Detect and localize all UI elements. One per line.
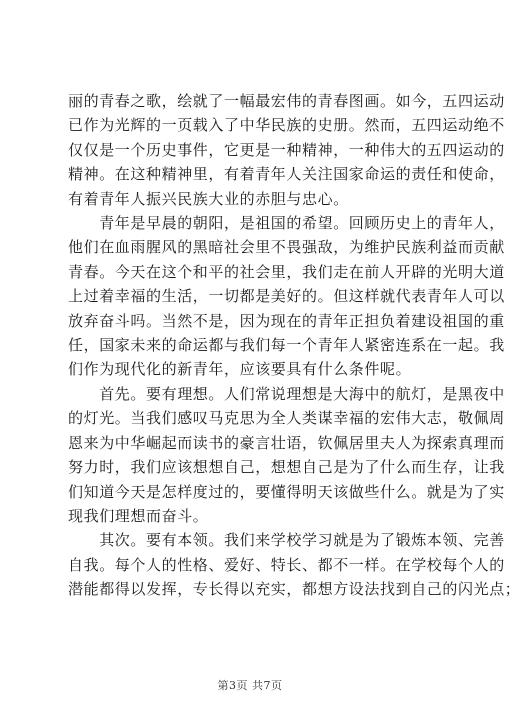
text-line: 们知道今天是怎样度过的，要懂得明天该做些什么。就是为了实 [68,482,505,501]
page-number-footer: 第3页 共7页 [217,679,283,692]
text-line: 他们在血雨腥风的黑暗社会里不畏强敌，为维护民族利益而贡献 [68,238,505,257]
paragraph-3 [68,382,505,528]
text-line: 现我们理想而奋斗。 [68,506,209,525]
text-line: 青春。今天在这个和平的社会里，我们走在前人开辟的光明大道 [68,262,505,281]
paragraph-4 [68,528,520,601]
text-line: 任，国家未来的命运都与我们每一个青年人紧密连系在一起。我 [68,336,505,355]
text-line: 仅仅是一个历史事件，它更是一种精神，一种伟大的五四运动的 [68,140,505,159]
text-line: 自我。每个人的性格、爱好、特长、都不一样。在学校每个人的 [68,555,505,574]
text-line: 努力时，我们应该想想自己，想想自己是为了什么而生存，让我 [68,458,505,477]
text-line: 青年是早晨的朝阳，是祖国的希望。回顾历史上的青年人， [68,214,505,233]
text-line: 上过着幸福的生活，一切都是美好的。但这样就代表青年人可以 [68,287,505,306]
text-line: 丽的青春之歌，绘就了一幅最宏伟的青春图画。如今，五四运动 [68,92,505,110]
text-line: 已作为光辉的一页载入了中华民族的史册。然而，五四运动绝不 [68,116,505,135]
text-line: 潜能都得以发挥，专长得以充实，都想方设法找到自己的闪光点； [68,580,520,599]
text-line: 其次。要有本领。我们来学校学习就是为了锻炼本领、完善 [68,531,505,550]
paragraph-2 [68,211,505,382]
paragraph-1 [68,89,505,211]
text-line: 精神。在这种精神里，有着青年人关注国家命运的责任和使命， [68,165,505,184]
text-line: 的灯光。当我们感叹马克思为全人类谋幸福的宏伟大志，敬佩周 [68,409,505,428]
body-text [68,89,520,602]
text-line: 有着青年人振兴民族大业的赤胆与忠心。 [68,189,349,208]
text-line: 放弃奋斗吗。当然不是，因为现在的青年正担负着建设祖国的重 [68,311,505,330]
text-line: 们作为现代化的新青年，应该要具有什么条件呢。 [68,360,412,379]
text-line: 恩来为中华崛起而读书的豪言壮语，钦佩居里夫人为探索真理而 [68,433,505,452]
text-line: 首先。要有理想。人们常说理想是大海中的航灯，是黑夜中 [68,384,505,403]
